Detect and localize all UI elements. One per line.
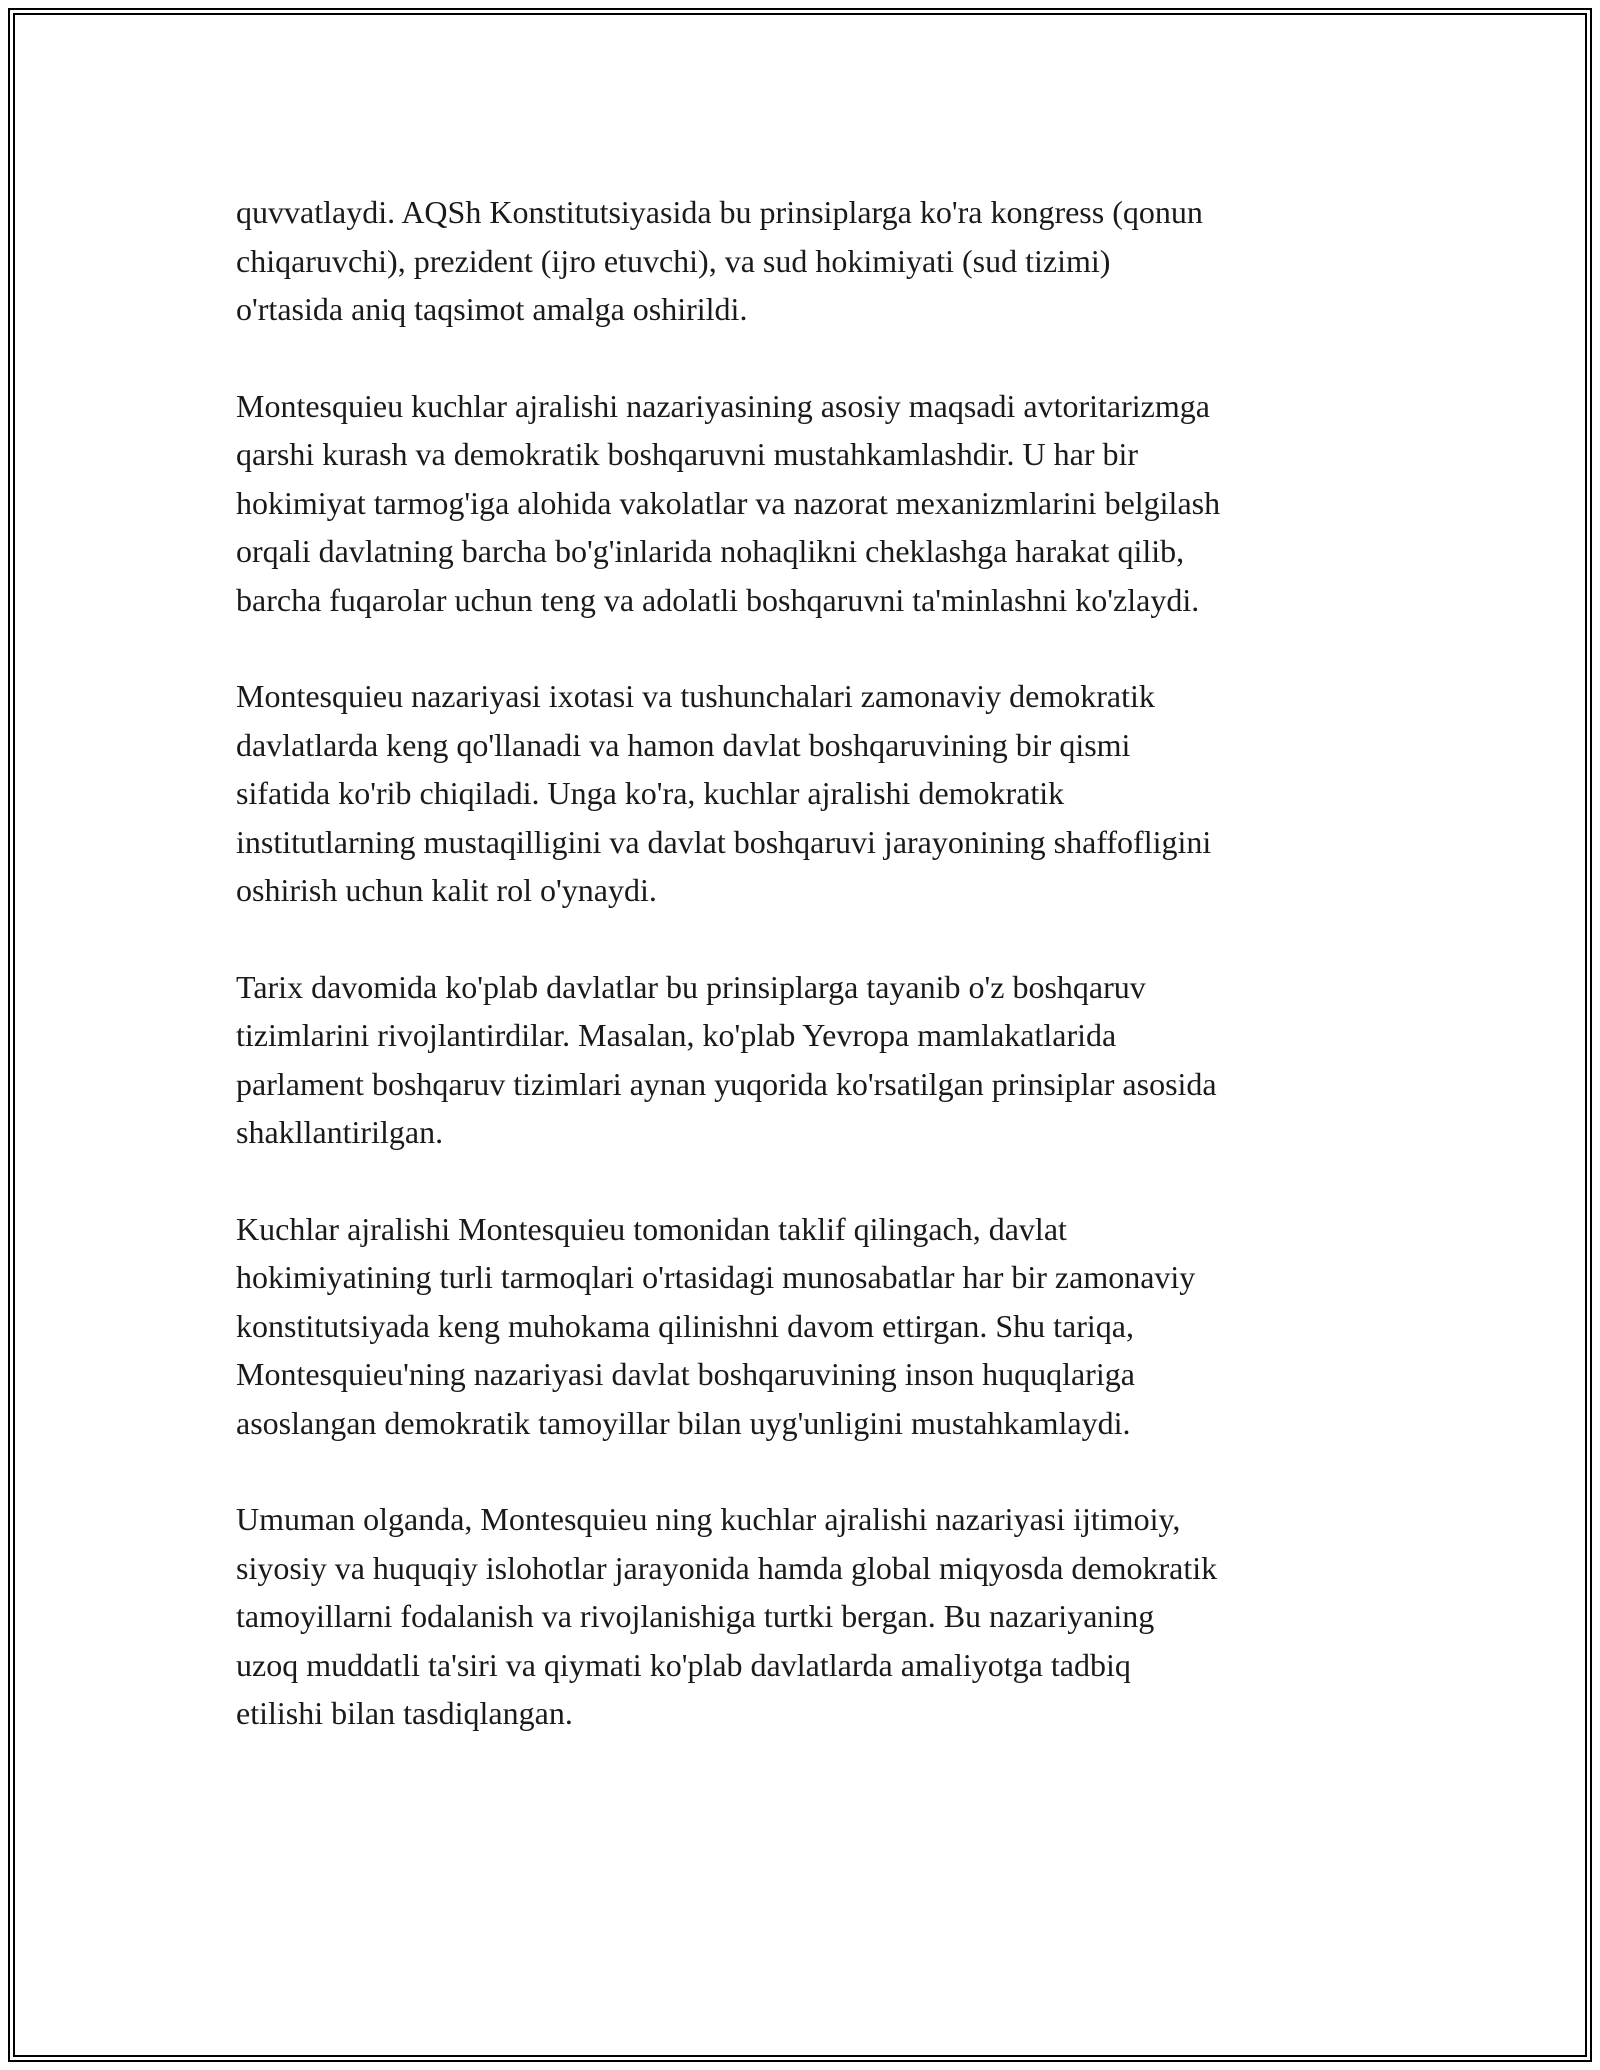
text-line: tamoyillarni fodalanish va rivojlanishiga turtki bergan. Bu nazariyaning — [236, 1598, 1155, 1634]
paragraph-6 — [236, 1495, 1376, 1738]
paragraph-4 — [236, 963, 1376, 1157]
text-line: Montesquieu kuchlar ajralishi nazariyasining asosiy maqsadi avtoritarizmga — [236, 387, 1210, 424]
text-line: hokimiyat tarmog'iga alohida vakolatlar va nazorat mexanizmlarini belgilash — [236, 484, 1221, 521]
text-line: Umuman olganda, Montesquieu ning kuchlar ajralishi nazariyasi ijtimoiy, — [236, 1501, 1181, 1537]
text-line: asoslangan demokratik tamoyillar bilan uyg'unligini mustahkamlaydi. — [236, 1404, 1131, 1441]
paragraph-5 — [236, 1205, 1376, 1448]
document-body — [236, 188, 1376, 1786]
text-line: Montesquieu'ning nazariyasi davlat boshqaruvining inson huquqlariga — [236, 1356, 1135, 1392]
text-line: siyosiy va huquqiy islohotlar jarayonida hamda global miqyosda demokratik — [236, 1549, 1218, 1586]
text-line: barcha fuqarolar uchun teng va adolatli boshqaruvni ta'minlashni ko'zlaydi. — [236, 581, 1200, 618]
paragraph-3 — [236, 672, 1376, 915]
text-line: orqali davlatning barcha bo'g'inlarida nohaqlikni cheklashga harakat qilib, — [236, 533, 1185, 569]
text-line: Tarix davomida ko'plab davlatlar bu prinsiplarga tayanib o'z boshqaruv — [236, 968, 1146, 1005]
text-line: oshirish uchun kalit rol o'ynaydi. — [236, 872, 657, 908]
paragraph-1 — [236, 188, 1376, 334]
text-line: quvvatlaydi. AQSh Konstitutsiyasida bu prinsiplarga ko'ra kongress (qonun — [236, 194, 1203, 230]
text-line: Kuchlar ajralishi Montesquieu tomonidan taklif qilingach, davlat — [236, 1210, 1067, 1247]
text-line: qarshi kurash va demokratik boshqaruvni mustahkamlashdir. U har bir — [236, 436, 1139, 472]
text-line: sifatida ko'rib chiqiladi. Unga ko'ra, kuchlar ajralishi demokratik — [236, 775, 1065, 811]
text-line: o'rtasida aniq taqsimot amalga oshirildi. — [236, 291, 748, 327]
paragraph-2 — [236, 382, 1376, 625]
text-line: parlament boshqaruv tizimlari aynan yuqorida ko'rsatilgan prinsiplar asosida — [236, 1065, 1217, 1102]
text-line: davlatlarda keng qo'llanadi va hamon davlat boshqaruvining bir qismi — [236, 726, 1131, 763]
text-line: Montesquieu nazariyasi ixotasi va tushunchalari zamonaviy demokratik — [236, 678, 1155, 714]
text-line: konstitutsiyada keng muhokama qilinishni davom ettirgan. Shu tariqa, — [236, 1307, 1134, 1344]
text-line: hokimiyatining turli tarmoqlari o'rtasidagi munosabatlar har bir zamonaviy — [236, 1259, 1196, 1295]
text-line: tizimlarini rivojlantirdilar. Masalan, ko'plab Yevropa mamlakatlarida — [236, 1017, 1117, 1053]
text-line: institutlarning mustaqilligini va davlat boshqaruvi jarayonining shaffofligini — [236, 823, 1212, 860]
text-line: uzoq muddatli ta'siri va qiymati ko'plab davlatlarda amaliyotga tadbiq — [236, 1646, 1131, 1683]
text-line: chiqaruvchi), prezident (ijro etuvchi), va sud hokimiyati (sud tizimi) — [236, 242, 1111, 279]
text-line: shakllantirilgan. — [236, 1114, 444, 1150]
text-line: etilishi bilan tasdiqlangan. — [236, 1695, 573, 1731]
